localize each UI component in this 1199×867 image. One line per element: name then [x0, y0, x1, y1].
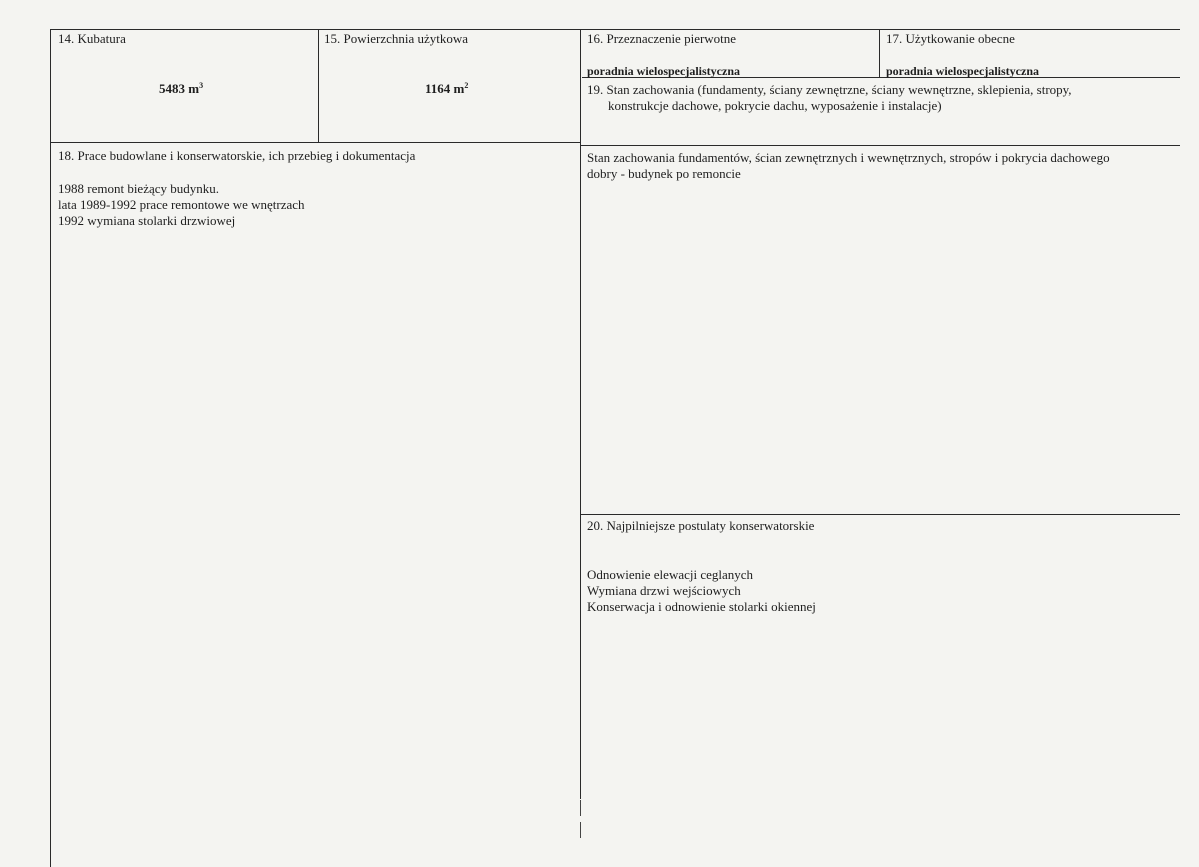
f19-label [587, 82, 1072, 114]
f18-content [58, 181, 305, 229]
f18-line-1: 1988 remont bieżący budynku. [58, 181, 220, 196]
f20-line-1: Odnowienie elewacji ceglanych [587, 567, 754, 582]
scan-tick-mark [580, 822, 581, 838]
top-border [50, 29, 1180, 30]
f20-line-3: Konserwacja i odnowienie stolarki okiennej [587, 599, 816, 614]
f17-label: 17. Użytkowanie obecne [886, 31, 1015, 46]
scan-tick-mark [580, 800, 581, 816]
f19-line-1: Stan zachowania fundamentów, ścian zewnętrznych i wewnętrznych, stropów i pokrycia dachowego [587, 150, 1110, 165]
f15-label: 15. Powierzchnia użytkowa [324, 31, 469, 46]
f19-label-line-1: 19. Stan zachowania (fundamenty, ściany zewnętrzne, ściany wewnętrzne, sklepienia, stropy, [587, 82, 1072, 97]
f17-value: poradnia wielospecjalistyczna [886, 64, 1039, 78]
f14-label: 14. Kubatura [58, 31, 126, 46]
f15-unit-sup: 2 [464, 81, 469, 90]
f20-content [587, 567, 816, 615]
f15-value [425, 81, 468, 97]
f19-line-2: dobry - budynek po remoncie [587, 166, 741, 181]
f14-value-text: 5483 m [159, 81, 200, 96]
f14-value [159, 81, 203, 97]
f16-value: poradnia wielospecjalistyczna [587, 64, 740, 78]
f20-top-border [580, 514, 1180, 515]
row-divider-left [50, 142, 580, 143]
col-divider-16-17 [879, 29, 880, 77]
f16-label: 16. Przeznaczenie pierwotne [587, 31, 737, 46]
f19-label-line-2: konstrukcje dachowe, pokrycie dachu, wyposażenie i instalacje) [608, 98, 942, 113]
f20-line-2: Wymiana drzwi wejściowych [587, 583, 741, 598]
f18-line-3: 1992 wymiana stolarki drzwiowej [58, 213, 236, 228]
f20-label: 20. Najpilniejsze postulaty konserwatorskie [587, 518, 815, 533]
f18-label: 18. Prace budowlane i konserwatorskie, ich przebieg i dokumentacja [58, 148, 416, 163]
left-border [50, 29, 51, 867]
col-divider-main [580, 29, 581, 799]
f14-unit-sup: 3 [199, 81, 204, 90]
col-divider-14-15 [318, 29, 319, 142]
row-divider-right [580, 145, 1180, 146]
f19-content [587, 150, 1110, 182]
f15-value-text: 1164 m [425, 81, 465, 96]
f18-line-2: lata 1989-1992 prace remontowe we wnętrzach [58, 197, 305, 212]
